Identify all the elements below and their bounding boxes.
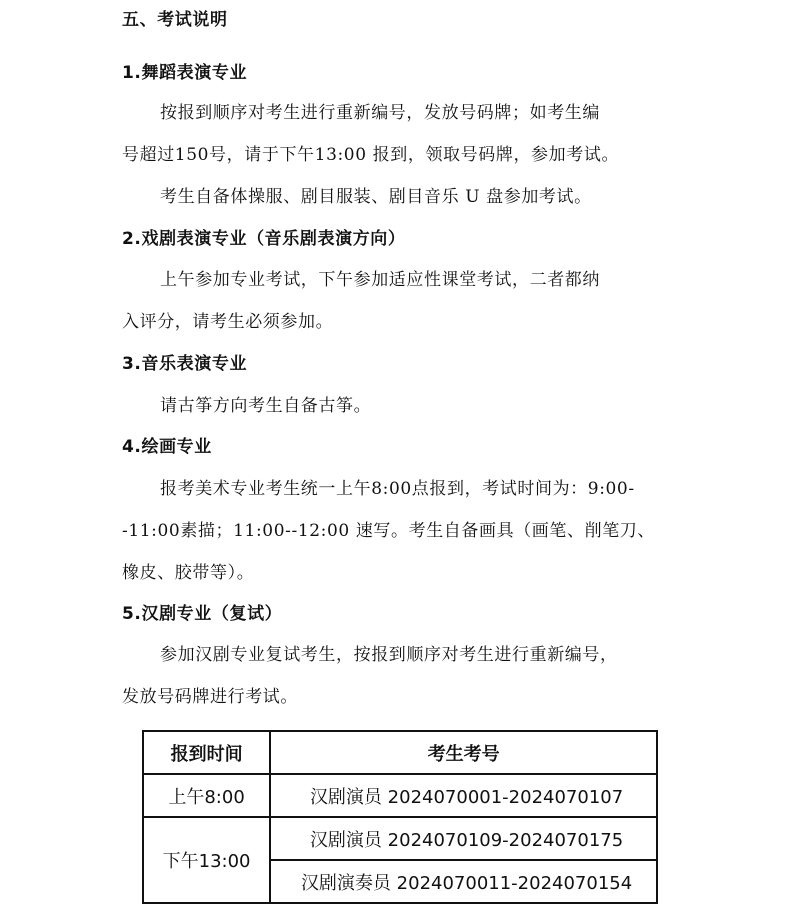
paragraph-line: 请古筝方向考生自备古筝。 xyxy=(160,396,372,416)
item-heading-drama: 2.戏剧表演专业（音乐剧表演方向） xyxy=(122,229,406,249)
paragraph-line: 发放号码牌进行考试。 xyxy=(122,687,298,707)
item-heading-han-opera: 5.汉剧专业（复试） xyxy=(122,604,283,624)
paragraph-line: 上午参加专业考试，下午参加适应性课堂考试，二者都纳 xyxy=(160,270,600,290)
candidate-number-cell: 汉剧演奏员 2024070011-2024070154 xyxy=(270,860,657,903)
item-heading-painting: 4.绘画专业 xyxy=(122,437,212,457)
header-report-time: 报到时间 xyxy=(143,731,270,774)
table-header-row xyxy=(143,731,657,774)
paragraph-line: 橡皮、胶带等）。 xyxy=(122,563,255,583)
item-heading-music: 3.音乐表演专业 xyxy=(122,354,248,374)
paragraph-line: 入评分，请考生必须参加。 xyxy=(122,312,334,332)
candidate-number-cell: 汉剧演员 2024070001-2024070107 xyxy=(270,774,657,817)
item-heading-dance: 1.舞蹈表演专业 xyxy=(122,63,248,83)
table-row xyxy=(143,817,657,860)
paragraph-line: 考生自备体操服、剧目服装、剧目音乐 U 盘参加考试。 xyxy=(160,187,592,207)
paragraph-line: 号超过150号，请于下午13:00 报到，领取号码牌，参加考试。 xyxy=(122,145,620,165)
paragraph-line: 报考美术专业考生统一上午8:00点报到，考试时间为：9:00- xyxy=(160,479,635,499)
candidate-number-cell: 汉剧演员 2024070109-2024070175 xyxy=(270,817,657,860)
report-time-cell: 上午8:00 xyxy=(143,774,270,817)
section-title: 五、考试说明 xyxy=(122,10,228,30)
paragraph-line: 按报到顺序对考生进行重新编号，发放号码牌；如考生编 xyxy=(160,103,600,123)
report-time-cell: 下午13:00 xyxy=(143,817,270,903)
schedule-table xyxy=(142,730,658,904)
header-candidate-number: 考生考号 xyxy=(270,731,657,774)
paragraph-line: 参加汉剧专业复试考生，按报到顺序对考生进行重新编号， xyxy=(160,645,618,665)
table-row xyxy=(143,774,657,817)
paragraph-line: -11:00素描；11:00--12:00 速写。考生自备画具（画笔、削笔刀、 xyxy=(122,521,656,541)
